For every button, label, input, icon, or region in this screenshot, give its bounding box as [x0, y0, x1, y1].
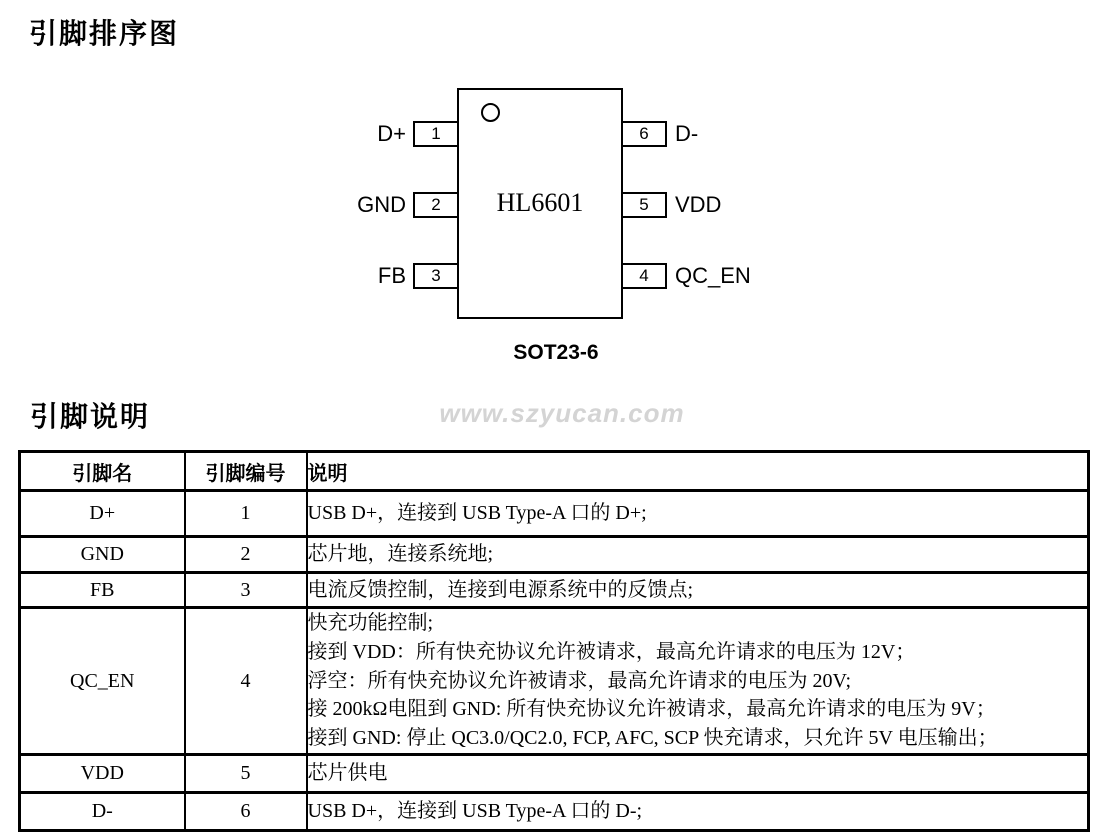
pin-label: FB	[377, 263, 406, 288]
cell-pin-name: VDD	[20, 755, 185, 793]
cell-pin-number: 6	[185, 793, 307, 831]
description-line: USB D+，连接到 USB Type-A 口的 D-;	[307, 800, 643, 823]
pin-label: GND	[357, 192, 406, 217]
table-header-row	[20, 452, 1089, 491]
pin-box	[621, 121, 667, 147]
pin-box	[621, 192, 667, 218]
description-line: 接 200kΩ电阻到 GND: 所有快充协议允许被请求，最高允许请求的电压为 9V；	[307, 698, 996, 721]
cell-pin-name: D-	[20, 793, 185, 831]
pin-number: 3	[431, 266, 441, 285]
cell-pin-name: FB	[20, 573, 185, 608]
pin-number: 5	[639, 195, 649, 214]
description-line: 浮空：所有快充协议允许被请求，最高允许请求的电压为 20V;	[307, 669, 852, 692]
pin-label: VDD	[675, 192, 722, 217]
pin-diagram	[0, 0, 1120, 380]
pin-row-fb	[0, 263, 459, 289]
column-header: 引脚名	[20, 452, 185, 491]
pin-row-vdd	[621, 192, 721, 218]
chip-name: HL6601	[496, 188, 584, 217]
table-row	[20, 573, 1089, 608]
cell-pin-number: 1	[185, 491, 307, 537]
pin-label: D+	[377, 121, 406, 146]
cell-description	[307, 793, 1089, 831]
description-line: 芯片供电	[307, 762, 388, 785]
cell-pin-number: 5	[185, 755, 307, 793]
pin1-indicator-dot	[481, 103, 500, 122]
cell-pin-name: GND	[20, 537, 185, 573]
description-line: 芯片地，连接系统地;	[307, 543, 494, 566]
pin-label: QC_EN	[675, 263, 751, 288]
watermark: www.szyucan.com	[439, 398, 685, 428]
cell-pin-name: D+	[20, 491, 185, 537]
pin-row-gnd	[0, 192, 459, 218]
pin-label: D-	[675, 121, 699, 146]
pin-number: 2	[431, 195, 441, 214]
pin-box	[413, 121, 459, 147]
column-header: 说明	[307, 452, 1089, 491]
cell-description	[307, 537, 1089, 573]
cell-description	[307, 491, 1089, 537]
chip-body	[457, 88, 623, 319]
table-row	[20, 755, 1089, 793]
cell-description	[307, 755, 1089, 793]
table-row	[20, 491, 1089, 537]
cell-pin-number: 4	[185, 608, 307, 755]
table-header	[20, 452, 1089, 491]
table-row	[20, 537, 1089, 573]
table-row	[20, 793, 1089, 831]
table-row	[20, 608, 1089, 755]
pin-diagram-title: 引脚排序图	[29, 19, 180, 50]
description-line: 接到 GND: 停止 QC3.0/QC2.0, FCP, AFC, SCP 快充请求，只允许 5V 电压输出；	[307, 727, 998, 750]
pin-box	[413, 263, 459, 289]
pin-number: 6	[639, 124, 649, 143]
cell-description	[307, 608, 1089, 755]
description-line: 快充功能控制;	[307, 612, 434, 634]
pin-box	[621, 263, 667, 289]
pin-row-d-	[621, 121, 698, 147]
cell-pin-number: 3	[185, 573, 307, 608]
pin-row-qc_en	[621, 263, 751, 289]
package-label: SOT23-6	[513, 341, 599, 364]
pin-number: 1	[431, 124, 441, 143]
column-header: 引脚编号	[185, 452, 307, 491]
cell-pin-name: QC_EN	[20, 608, 185, 755]
description-line: USB D+，连接到 USB Type-A 口的 D+;	[307, 502, 647, 525]
cell-description	[307, 573, 1089, 608]
description-line: 电流反馈控制，连接到电源系统中的反馈点;	[307, 578, 694, 601]
pin-box	[413, 192, 459, 218]
pin-number: 4	[639, 266, 649, 285]
cell-pin-number: 2	[185, 537, 307, 573]
pin-row-d+	[0, 121, 459, 147]
pin-description-table	[18, 450, 1090, 832]
description-line: 接到 VDD：所有快充协议允许被请求，最高允许请求的电压为 12V；	[307, 640, 916, 663]
pin-description-title: 引脚说明	[30, 402, 151, 433]
